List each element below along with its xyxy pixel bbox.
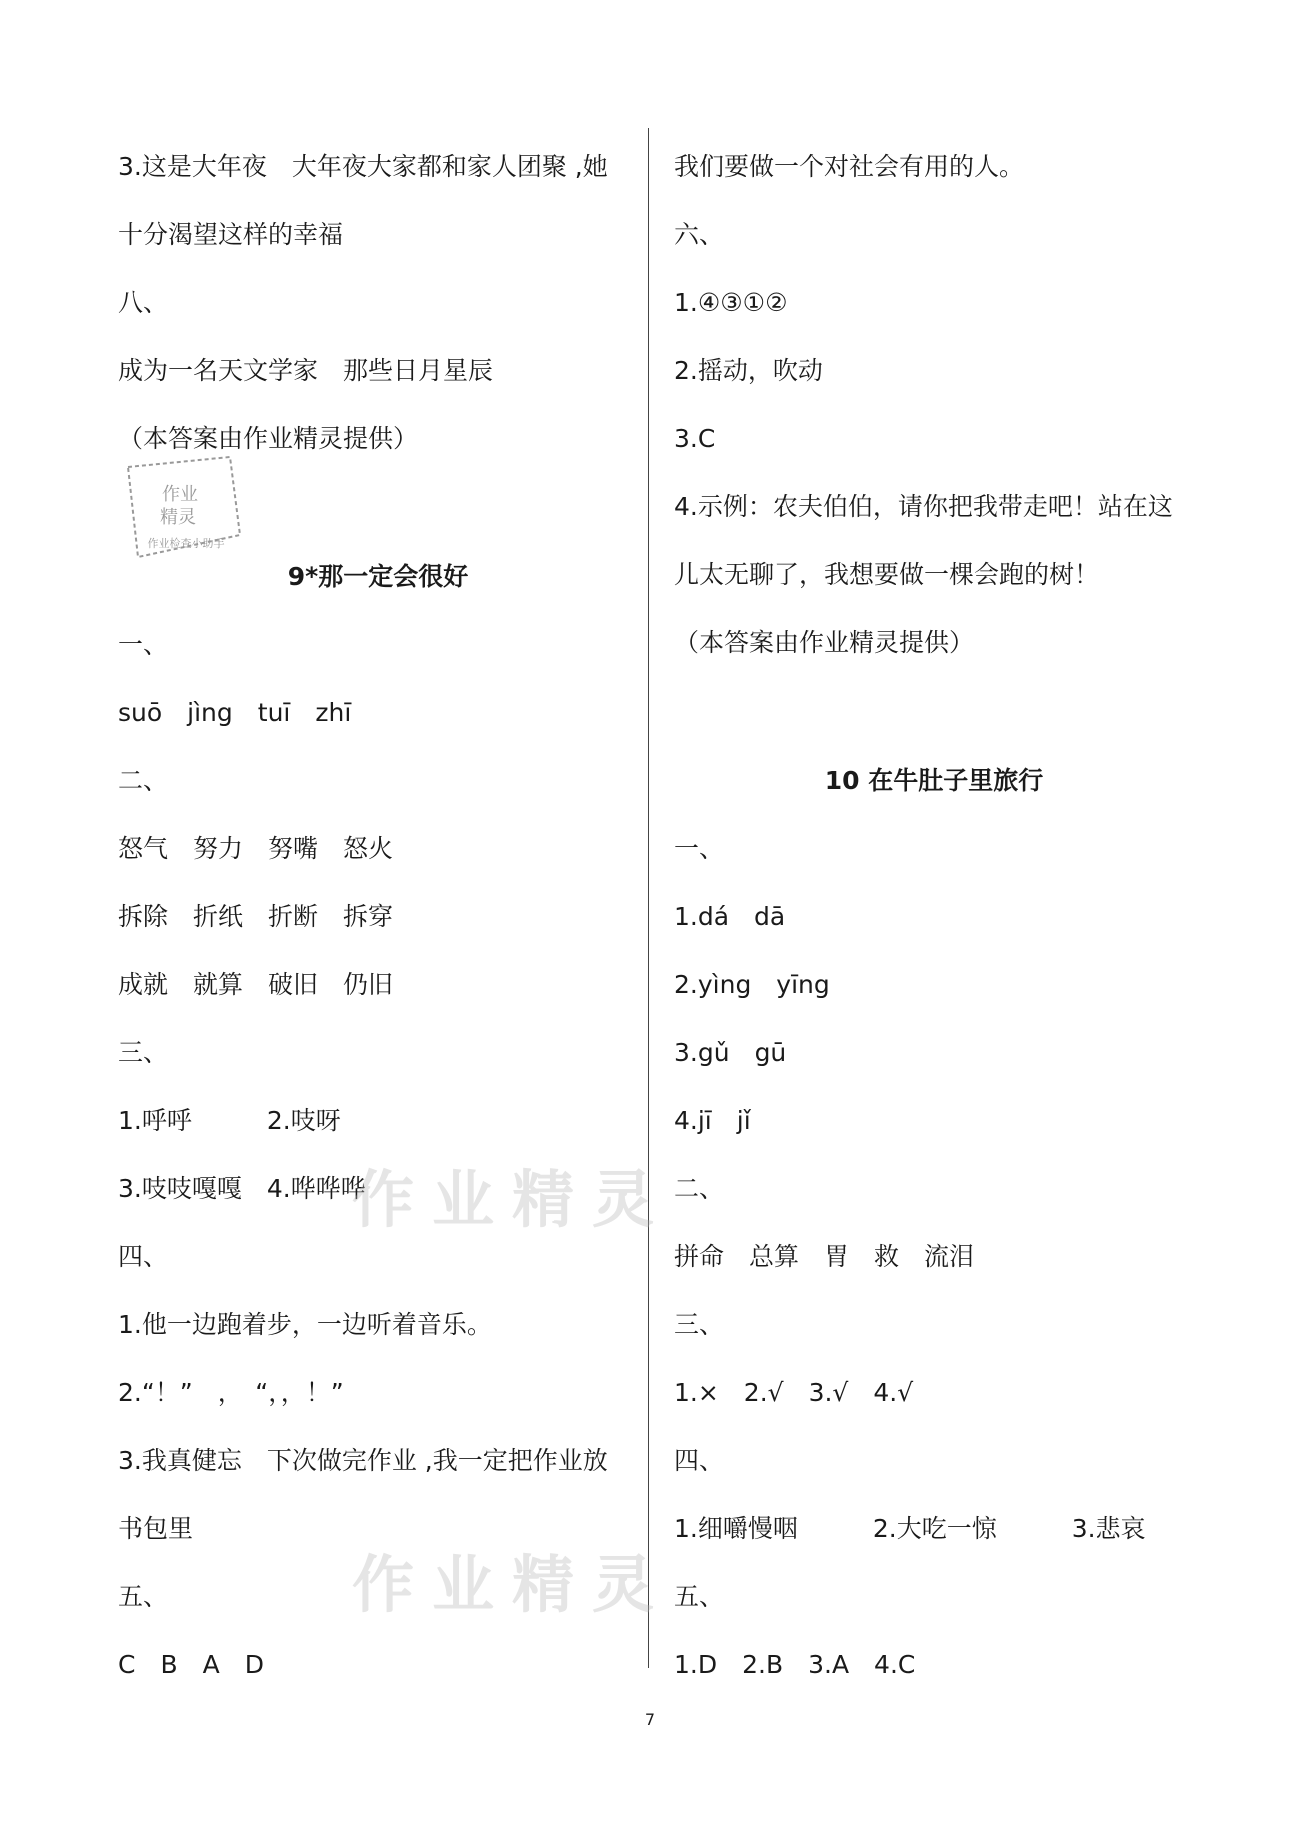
answer-line: C B A D (118, 1650, 264, 1679)
answer-line: 1.他一边跑着步，一边听着音乐。 (118, 1310, 492, 1339)
stamp-line1: 作业 (162, 484, 198, 505)
section-heading: 五、 (674, 1582, 725, 1611)
answer-line: 4.示例：农夫伯伯，请你把我带走吧！站在这 (674, 492, 1173, 521)
answer-line: 3.这是大年夜 大年夜大家都和家人团聚 ,她 (118, 152, 608, 181)
answer-line: 3.gǔ gū (674, 1038, 787, 1067)
answer-line: 成为一名天文学家 那些日月星辰 (118, 356, 494, 385)
answer-line: 儿太无聊了，我想要做一棵会跑的树！ (674, 560, 1100, 589)
answer-line: 拆除 折纸 折断 拆穿 (118, 902, 394, 931)
lesson-title: 9*那一定会很好 (287, 562, 469, 591)
answer-line: 3.我真健忘 下次做完作业 ,我一定把作业放 (118, 1446, 608, 1475)
answer-line: 书包里 (118, 1514, 194, 1543)
answer-line: 十分渴望这样的幸福 (118, 220, 344, 249)
section-heading: 六、 (674, 220, 725, 249)
answer-line: 1.细嚼慢咽 2.大吃一惊 3.悲哀 (674, 1514, 1146, 1543)
section-heading: 四、 (118, 1242, 169, 1271)
answer-line: 拼命 总算 胃 救 流泪 (674, 1242, 975, 1271)
answer-line: 1.× 2.√ 3.√ 4.√ (674, 1378, 914, 1407)
answer-line: 3.吱吱嘎嘎 4.哗哗哗 (118, 1174, 366, 1203)
section-heading: 一、 (674, 834, 725, 863)
answer-line: 我们要做一个对社会有用的人。 (674, 152, 1025, 181)
answer-line: 2.摇动，吹动 (674, 356, 823, 385)
answer-line: 1.呼呼 2.吱呀 (118, 1106, 341, 1135)
stamp-icon (108, 455, 248, 565)
answer-line: 1.D 2.B 3.A 4.C (674, 1650, 916, 1679)
answer-line: 4.jī jǐ (674, 1106, 751, 1135)
lesson-title: 10 在牛肚子里旅行 (824, 766, 1044, 795)
section-heading: 八、 (118, 288, 169, 317)
answer-line: 1.dá dā (674, 902, 786, 931)
source-note: （本答案由作业精灵提供） (674, 628, 975, 657)
answer-line: 1.④③①② (674, 288, 788, 317)
source-note: （本答案由作业精灵提供） (118, 424, 419, 453)
answer-line: 3.C (674, 424, 716, 453)
answer-line: suō jìng tuī zhī (118, 698, 352, 727)
section-heading: 三、 (674, 1310, 725, 1339)
section-heading: 三、 (118, 1038, 169, 1067)
page-number: 7 (644, 1710, 656, 1729)
watermark: 作业精灵 (352, 1163, 673, 1236)
section-heading: 一、 (118, 630, 169, 659)
column-divider (648, 128, 649, 1668)
watermark: 作业精灵 (352, 1548, 673, 1621)
answer-line: 2.“！” ， “，，！” (118, 1378, 344, 1407)
section-heading: 二、 (674, 1174, 725, 1203)
answer-line: 怒气 努力 努嘴 怒火 (118, 834, 394, 863)
section-heading: 二、 (118, 766, 169, 795)
stamp-line2: 精灵 (160, 507, 196, 528)
section-heading: 五、 (118, 1582, 169, 1611)
answer-line: 成就 就算 破旧 仍旧 (118, 970, 394, 999)
stamp-logo (108, 455, 248, 565)
section-heading: 四、 (674, 1446, 725, 1475)
stamp-line3: 作业检查小助手 (147, 537, 225, 550)
answer-line: 2.yìng yīng (674, 970, 830, 999)
